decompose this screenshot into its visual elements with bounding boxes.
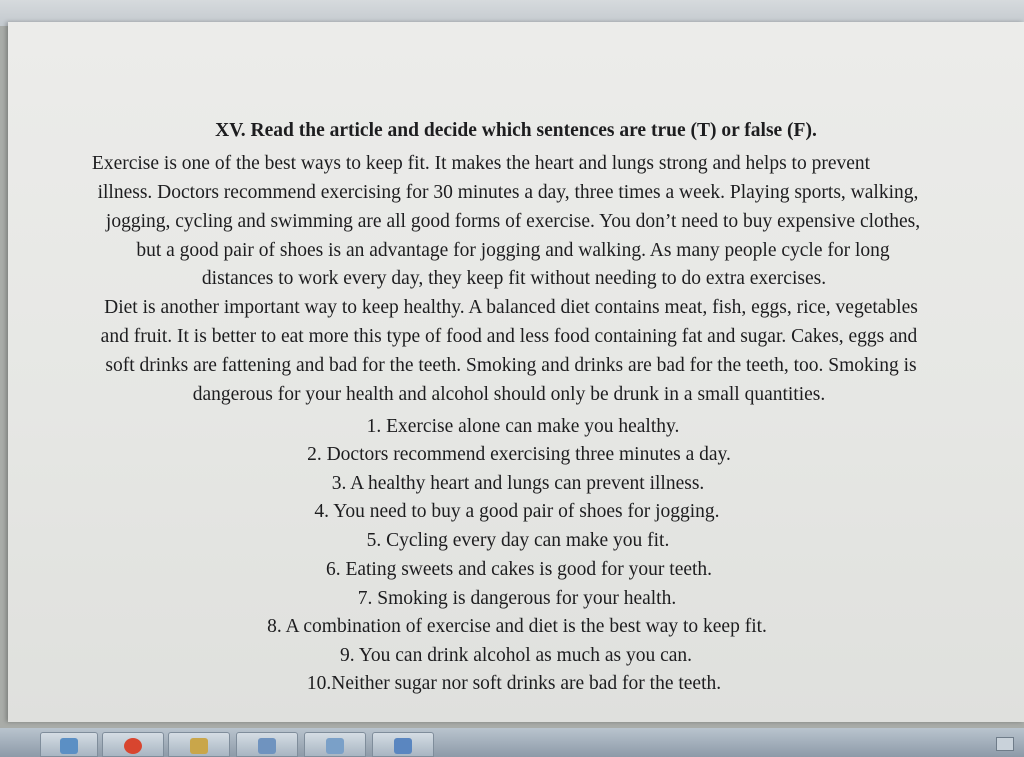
article-line: dangerous for your health and alcohol should only be drunk in a small quantities. — [192, 384, 826, 405]
article-line: but a good pair of shoes is an advantage for jogging and walking. As many people cycle for long — [136, 240, 890, 261]
chrome-icon — [124, 738, 142, 754]
article-line: distances to work every day, they keep fit without needing to do extra exercises. — [201, 268, 827, 289]
taskbar — [0, 728, 1024, 757]
start-orb-icon — [60, 738, 78, 754]
statement-item: 9. You can drink alcohol as much as you can. — [339, 645, 693, 666]
taskbar-button[interactable] — [236, 732, 298, 757]
tray-icon[interactable] — [996, 737, 1014, 751]
taskbar-button[interactable] — [40, 732, 98, 757]
statement-item: 10.Neither sugar nor soft drinks are bad for the teeth. — [306, 673, 722, 694]
statement-item: 1. Exercise alone can make you healthy. — [366, 416, 680, 437]
statement-item: 2. Doctors recommend exercising three minutes a day. — [307, 444, 731, 465]
taskbar-button[interactable] — [168, 732, 230, 757]
window-icon — [394, 738, 412, 754]
statement-item: 7. Smoking is dangerous for your health. — [357, 588, 677, 609]
statement-item: 4. You need to buy a good pair of shoes for jogging. — [314, 501, 720, 522]
document-page — [8, 22, 1024, 722]
article-line: Diet is another important way to keep healthy. A balanced diet contains meat, fish, eggs, rice, vegetables — [104, 297, 918, 318]
statement-item: 5. Cycling every day can make you fit. — [366, 530, 670, 551]
article-line: illness. Doctors recommend exercising for 30 minutes a day, three times a week. Playing sports, walking, — [97, 182, 919, 203]
statement-item: 8. A combination of exercise and diet is the best way to keep fit. — [267, 616, 767, 637]
taskbar-button[interactable] — [102, 732, 164, 757]
taskbar-button[interactable] — [372, 732, 434, 757]
statement-item: 6. Eating sweets and cakes is good for your teeth. — [325, 559, 713, 580]
folder-icon — [190, 738, 208, 754]
article-line: and fruit. It is better to eat more this type of food and less food containing fat and sugar. Cakes, eggs and — [100, 326, 918, 347]
network-icon — [326, 738, 344, 754]
taskbar-button[interactable] — [304, 732, 366, 757]
article-line: Exercise is one of the best ways to keep fit. It makes the heart and lungs strong and helps to prevent — [91, 153, 871, 174]
article-line: soft drinks are fattening and bad for the teeth. Smoking and drinks are bad for the teeth, too. Smoking is — [105, 355, 917, 376]
exercise-heading: XV. Read the article and decide which sentences are true (T) or false (F). — [215, 120, 817, 141]
document-icon — [258, 738, 276, 754]
statement-item: 3. A healthy heart and lungs can prevent illness. — [331, 473, 705, 494]
article-line: jogging, cycling and swimming are all good forms of exercise. You don’t need to buy expensive clothes, — [105, 211, 921, 232]
